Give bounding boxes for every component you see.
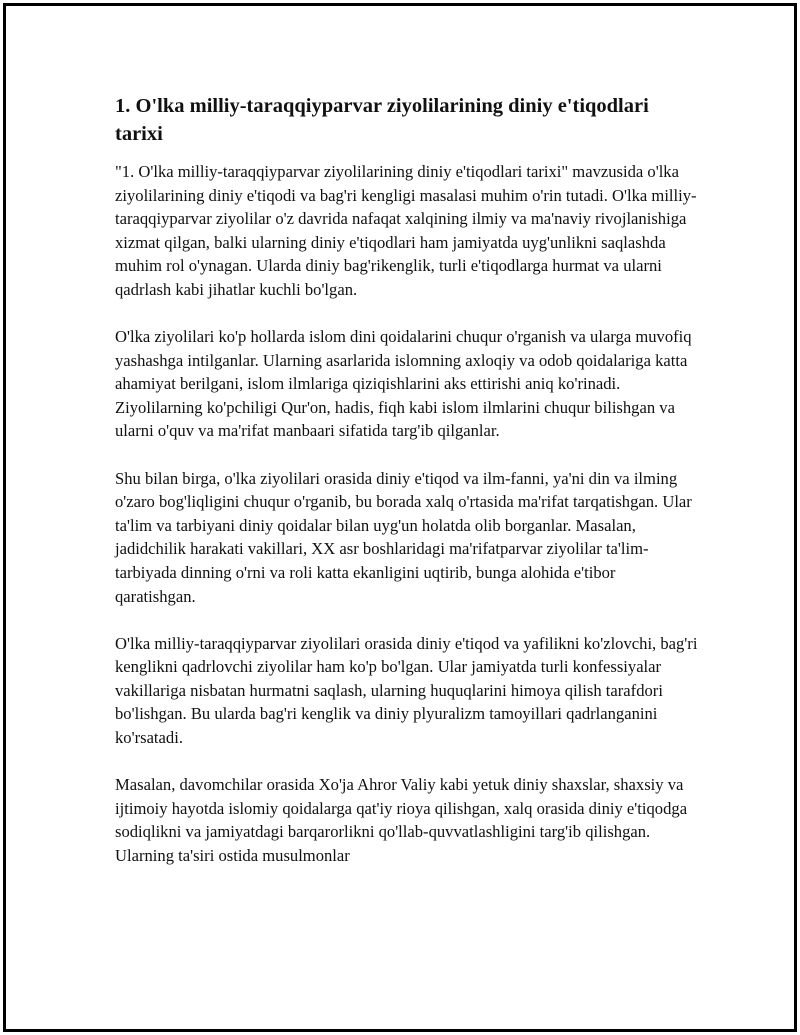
paragraph-5: Masalan, davomchilar orasida Xo'ja Ahror Valiy kabi yetuk diniy shaxslar, shaxsiy va ijtimoiy hayotda islomiy qoidalarga qat'iy rioya qilishgan, xalq orasida diniy e'tiqodga sodiqlikni va jamiyatdagi barqarorlikni qo'llab-quvvatlashligini targ'ib qilishgan. Ularning ta'siri ostida musulmonlar (115, 775, 688, 865)
document-title: 1. O'lka milliy-taraqqiyparvar ziyolilarining diniy e'tiqodlari tarixi (115, 95, 649, 145)
paragraph-3: Shu bilan birga, o'lka ziyolilari orasida diniy e'tiqod va ilm-fanni, ya'ni din va ilming o'zaro bog'liqligini chuqur o'rganib, bu borada xalq o'rtasida ma'rifat tarqatishgan. Ular ta'lim va tarbiyani diniy qoidalar bilan uyg'un holatda olib borganlar. Masalan, jadidchilik harakati vakillari, XX asr boshlaridagi ma'rifatparvar ziyolilar ta'lim-tarbiyada dinning o'rni va roli katta ekanligini uqtirib, bunga alohida e'tibor qaratishgan. (115, 468, 692, 606)
paragraph-2: O'lka ziyolilari ko'p hollarda islom dini qoidalarini chuqur o'rganish va ularga muvofiq yashashga intilganlar. Ularning asarlarida islomning axloqiy va odob qoidalariga katta ahamiyat berilgani, islom ilmlariga qiziqishlarini aks ettirishi aniq ko'rinadi. Ziyolilarning ko'pchiligi Qur'on, hadis, fiqh kabi islom ilmlarini chuqur bilishgan va ularni o'quv va ma'rifat manbaari sifatida targ'ib qilganlar. (115, 327, 692, 441)
document-body (115, 92, 700, 891)
paragraph-1: "1. O'lka milliy-taraqqiyparvar ziyolilarining diniy e'tiqodlari tarixi" mavzusida o'lka ziyolilarining diniy e'tiqodi va bag'ri kengligi masalasi muhim o'rin tutadi. O'lka milliy-taraqqiyparvar ziyolilar o'z davrida nafaqat xalqining ilmiy va ma'naviy rivojlanishiga xizmat qilgan, balki ularning diniy e'tiqodlari ham jamiyatda uyg'unlikni saqlashda muhim rol o'ynagan. Ularda diniy bag'rikenglik, turli e'tiqodlarga hurmat va ularni qadrlash kabi jihatlar kuchli bo'lgan. (115, 162, 697, 299)
paragraph-4: O'lka milliy-taraqqiyparvar ziyolilari orasida diniy e'tiqod va yafilikni ko'zlovchi, bag'ri kenglikni qadrlovchi ziyolilar ham ko'p bo'lgan. Ular jamiyatda turli konfessiyalar vakillariga nisbatan hurmatni saqlash, ularning huquqlarini himoya qilish tarafdori bo'lishgan. Bu ularda bag'ri kenglik va diniy plyuralizm tamoyillari qadrlanganini ko'rsatadi. (115, 633, 698, 747)
